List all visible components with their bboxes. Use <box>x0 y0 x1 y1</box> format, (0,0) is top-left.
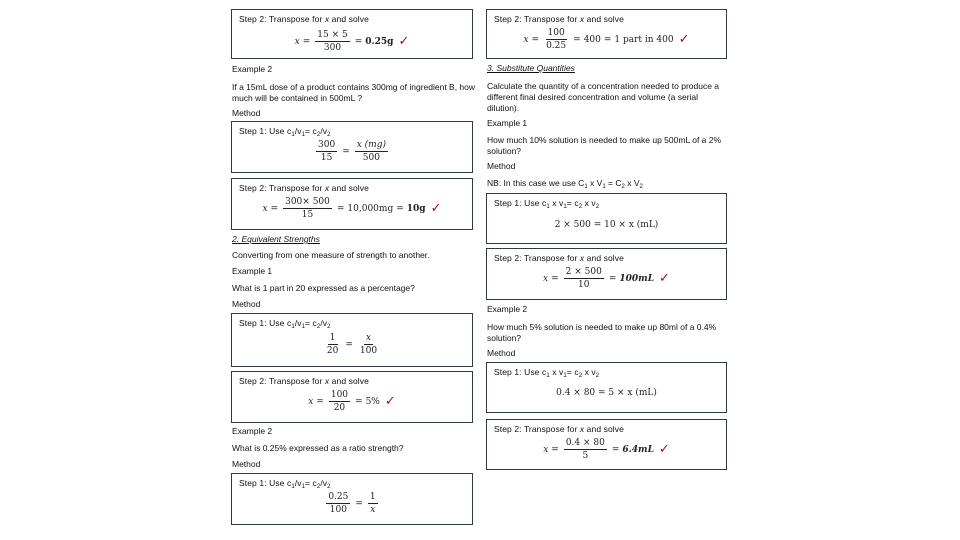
step-label: Step 1: Use $c_1$ x $v_1= c_2$ x $v_2$ <box>494 198 600 210</box>
section-description: Converting from one measure of strength to another. <box>232 250 430 260</box>
section-heading: 3. Substitute Quantities <box>487 63 575 73</box>
left-step2-box-1 <box>231 9 473 59</box>
step-label: Step 2: Transpose for x and solve <box>239 376 369 386</box>
equation: x = $\frac{100}{0.25}$ = 400 = 1 part in 400 ✓ <box>523 28 690 51</box>
checkmark-icon: ✓ <box>659 271 670 286</box>
section-heading: 2. Equivalent Strengths <box>232 234 320 244</box>
equation: x = $\frac{300\times 500}{15}$ = 10,000mg = 10g ✓ <box>262 197 442 220</box>
step-label: Step 2: Transpose for x and solve <box>239 183 369 193</box>
step-label: Step 2: Transpose for x and solve <box>494 253 624 263</box>
equation: x = $\frac{2 \times 500}{10}$ = 100mL ✓ <box>543 267 670 290</box>
right-step2-box-1 <box>486 9 727 59</box>
step-label: Step 2: Transpose for x and solve <box>494 14 624 24</box>
step-label: Step 1: Use $c_1/v_1= c_2/v_2$ <box>239 126 331 138</box>
example-question: What is 1 part in 20 expressed as a percentage? <box>232 283 415 293</box>
step-label: Step 1: Use $c_1/v_1= c_2/v_2$ <box>239 318 331 330</box>
fraction: $\frac{15 \times 5}{300}$ <box>317 30 348 53</box>
checkmark-icon: ✓ <box>384 394 396 409</box>
example-title: Example 1 <box>487 118 528 128</box>
step-label: Step 1: Use $c_1$ x $v_1= c_2$ x $v_2$ <box>494 367 600 379</box>
example-title: Example 2 <box>232 426 273 436</box>
equation: 0.4 × 80 = 5 × x (mL) <box>556 388 657 398</box>
checkmark-icon: ✓ <box>658 442 670 457</box>
method-label: Method <box>232 108 261 118</box>
example-title: Example 1 <box>232 266 273 276</box>
step-label: Step 2: Transpose for x and solve <box>494 424 624 434</box>
method-label: Method <box>487 348 516 358</box>
checkmark-icon: ✓ <box>430 201 442 216</box>
left-step1-box-4 <box>231 313 473 367</box>
left-step2-box-5 <box>231 371 473 423</box>
equation: 2 × 500 = 10 × x (mL) <box>554 220 659 230</box>
note-text: NB: In this case we use $C_1$ x $V_1 = C_2$ x $V_2$ <box>487 178 643 190</box>
left-step1-box-2 <box>231 121 473 173</box>
right-step1-box-4 <box>486 362 727 413</box>
right-step2-box-3 <box>486 248 727 300</box>
equation: $\frac{1}{20}$ = $\frac{x}{100}$ <box>326 333 378 356</box>
example-title: Example 2 <box>487 304 528 314</box>
step-label: Step 1: Use $c_1/v_1= c_2/v_2$ <box>239 478 331 490</box>
method-label: Method <box>232 299 261 309</box>
equation: $\frac{0.25}{100}$ = $\frac{1}{x}$ <box>328 492 376 515</box>
equation: x = $\frac{0.4 \times 80}{5}$ = 6.4mL ✓ <box>543 438 670 461</box>
method-label: Method <box>232 459 261 469</box>
left-step2-box-3 <box>231 178 473 230</box>
example-question: If a 15mL dose of a product contains 300mg of ingredient B, how much will be contained in 500mL ? <box>232 82 476 103</box>
checkmark-icon: ✓ <box>398 34 410 49</box>
equation: x = $\frac{15 \times 5}{300}$ = 0.25g ✓ <box>294 30 410 53</box>
right-step2-box-5 <box>486 419 727 470</box>
equation: x = $\frac{100}{20}$ = 5% ✓ <box>308 390 396 413</box>
example-title: Example 2 <box>232 64 273 74</box>
equation: $\frac{300}{15}$ = $\frac{x (mg)}{500}$ <box>318 140 386 163</box>
left-step1-box-6 <box>231 473 473 525</box>
step-label: Step 2: Transpose for x and solve <box>239 14 369 24</box>
right-step1-box-2 <box>486 193 727 244</box>
checkmark-icon: ✓ <box>678 32 690 47</box>
section-description: Calculate the quantity of a concentration needed to produce a different final desired concentration and volume (a serial dilution). <box>487 81 720 113</box>
method-label: Method <box>487 161 516 171</box>
example-question: How much 5% solution is needed to make up 80ml of a 0.4% solution? <box>487 322 717 343</box>
example-question: How much 10% solution is needed to make up 500mL of a 2% solution? <box>487 135 722 156</box>
example-question: What is 0.25% expressed as a ratio strength? <box>232 443 404 453</box>
